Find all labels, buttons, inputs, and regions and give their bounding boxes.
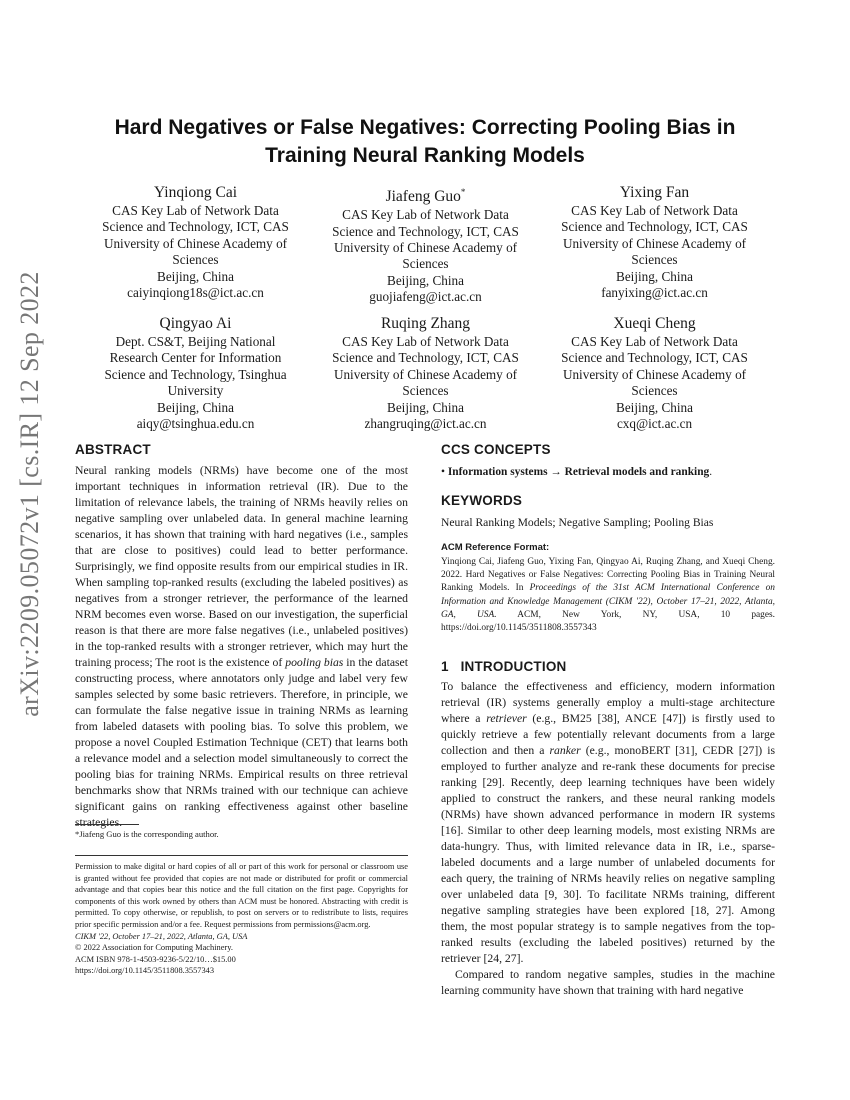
author-affiliation-line: CAS Key Lab of Network Data bbox=[342, 207, 509, 223]
arxiv-sidebar-stamp bbox=[4, 271, 56, 717]
footnote-text: *Jiafeng Guo is the corresponding author. bbox=[75, 829, 219, 839]
author-affiliation-line: Research Center for Information bbox=[109, 350, 282, 366]
footnote-divider bbox=[75, 824, 139, 825]
introduction-paragraph: To balance the effectiveness and efficiency, modern information retrieval (IR) systems generally employ a multi-stage architecture where a retriever (e.g., BM25 [38], ANCE [47]) is firstly used to quickly retrieve a few potentially relevant documents from a large collection and then a ranker (e.g., monoBERT [31], CEDR [27]) is employed to further analyze and re-rank these documents for precise ranking [29]. Recently, deep learning techniques have been widely applied to construct the rankers, and these neural ranking models (NRMs) have shown advanced performance in modern IR systems [16]. Similar to other deep learning models, most existing NRMs are data-hungry. Thus, with limited relevance data in IR, i.e., sparse-labeled documents and a large number of unlabeled documents for each query, the training of NRMs heavily relies on negative sampling over unlabeled data [9, 30]. To facilitate NRMs training, different negative sampling strategies have been explored [18, 27]. Among them, the most popular strategy is to sample negatives from the top-ranked results (excluding the labeled positives) returned by the retriever [24, 27]. bbox=[441, 680, 776, 965]
author-email: aiqy@tsinghua.edu.cn bbox=[136, 416, 255, 432]
acm-reference-heading: ACM Reference Format: bbox=[441, 542, 550, 553]
author-affiliation-line: Sciences bbox=[631, 252, 678, 268]
author-email: caiyinqiong18s@ict.ac.cn bbox=[127, 285, 264, 301]
introduction-section bbox=[441, 659, 775, 999]
pooling-bias-term: pooling bias bbox=[285, 656, 344, 669]
arxiv-identifier: arXiv:2209.05072v1 [cs.IR] 12 Sep 2022 bbox=[15, 271, 44, 717]
author-block bbox=[88, 183, 303, 301]
author-affiliation-line: University bbox=[167, 383, 224, 399]
author-location: Beijing, China bbox=[157, 399, 234, 415]
author-affiliation-line: CAS Key Lab of Network Data bbox=[571, 203, 738, 218]
author-affiliation-line: University of Chinese Academy of bbox=[562, 366, 747, 382]
author-affiliation-line: Science and Technology, Tsinghua bbox=[104, 366, 287, 382]
author-name: Ruqing Zhang bbox=[380, 315, 471, 332]
acm-reference-text: Yinqiong Cai, Jiafeng Guo, Yixing Fan, Qingyao Ai, Ruqing Zhang, and Xueqi Cheng. 2022. Hard Negatives or False Negatives: Correcting Pooling Bias in Training Neural Ranking Models. In Proceedings of the 31st ACM International Conference on Information and Knowledge Management (CIKM '22), October 17–21, 2022, Atlanta, GA, USA. ACM, New York, NY, USA, 10 pages. https://doi.org/10.1145/3511808.3557343 bbox=[441, 557, 776, 634]
keywords-section bbox=[441, 493, 775, 531]
author-location: Beijing, China bbox=[387, 272, 464, 288]
permission-divider bbox=[75, 855, 408, 856]
doi-link[interactable]: https://doi.org/10.1145/3511808.3557343 bbox=[75, 966, 215, 976]
author-email: guojiafeng@ict.ac.cn bbox=[369, 289, 482, 305]
author-location: Beijing, China bbox=[616, 399, 693, 415]
keywords-text: Neural Ranking Models; Negative Sampling; Pooling Bias bbox=[441, 516, 714, 529]
footnote bbox=[75, 829, 408, 841]
corresponding-author-marker: * bbox=[460, 187, 466, 197]
author-email: zhangruqing@ict.ac.cn bbox=[364, 416, 487, 432]
author-affiliation-line: University of Chinese Academy of bbox=[562, 235, 747, 251]
copyright-line: © 2022 Association for Computing Machinery. bbox=[75, 943, 233, 953]
author-affiliation-line: CAS Key Lab of Network Data bbox=[112, 203, 279, 218]
abstract-section bbox=[75, 442, 408, 831]
keywords-heading: KEYWORDS bbox=[441, 493, 523, 508]
author-affiliation-line: Science and Technology, ICT, CAS bbox=[561, 219, 748, 235]
author-affiliation-line: CAS Key Lab of Network Data bbox=[571, 334, 738, 349]
permission-block bbox=[75, 861, 408, 977]
abstract-heading: ABSTRACT bbox=[75, 442, 151, 457]
author-location: Beijing, China bbox=[157, 268, 234, 284]
author-block bbox=[318, 183, 533, 306]
author-location: Beijing, China bbox=[616, 268, 693, 284]
author-name: Yinqiong Cai bbox=[153, 184, 238, 201]
author-affiliation-line: Science and Technology, ICT, CAS bbox=[332, 223, 519, 239]
author-affiliation-line: Science and Technology, ICT, CAS bbox=[332, 350, 519, 366]
isbn-line: ACM ISBN 978-1-4503-9236-5/22/10…$15.00 bbox=[75, 954, 236, 964]
author-affiliation-line: Dept. CS&T, Beijing National bbox=[115, 334, 276, 349]
author-block bbox=[88, 314, 303, 432]
author-affiliation-line: Science and Technology, ICT, CAS bbox=[102, 219, 289, 235]
author-affiliation-line: Sciences bbox=[631, 383, 678, 399]
ccs-section bbox=[441, 442, 775, 480]
author-affiliation-line: University of Chinese Academy of bbox=[333, 239, 518, 255]
author-affiliation-line: Sciences bbox=[172, 252, 219, 268]
author-affiliation-line: University of Chinese Academy of bbox=[103, 235, 288, 251]
author-affiliation-line: CAS Key Lab of Network Data bbox=[342, 334, 509, 349]
author-location: Beijing, China bbox=[387, 399, 464, 415]
introduction-paragraph: Compared to random negative samples, studies in the machine learning community have shown that training with hard negative bbox=[441, 968, 775, 997]
ccs-heading: CCS CONCEPTS bbox=[441, 442, 551, 457]
acm-reference-format bbox=[441, 542, 775, 635]
author-email: fanyixing@ict.ac.cn bbox=[601, 285, 708, 301]
abstract-body: Neural ranking models (NRMs) have become one of the most important techniques in information retrieval (IR). Due to the limitation of relevance labels, the training of NRMs heavily relies on negative sampling over unlabeled data. In general machine learning scenarios, it has shown that training with hard negatives (i.e., samples that are close to positives) could lead to better performance. Surprisingly, we find opposite results from our empirical studies in IR. When sampling top-ranked results (excluding the labeled positives) as negatives from a stronger retriever, the performance of the learned NRM becomes even worse. Based on our investigation, the superficial reason is that there are more false negatives (i.e., unlabeled positives) in the top-ranked results with a stronger retriever, which may hurt the training process; The root is the existence of pooling bias in the dataset constructing process, where annotators only judge and label very few samples selected by some basic retrievers. Therefore, in principle, we can formulate the false negative issue in training NRMs as learning from labeled datasets with pooling bias. To solve this problem, we propose a novel Coupled Estimation Technique (CET) that learns both a relevance model and a selection model simultaneously to correct the pooling bias for training NRMs. Empirical results on three retrieval benchmarks show that NRMs trained with our technique can achieve significant gains on ranking effectiveness against other baseline strategies. bbox=[75, 464, 408, 829]
conference-venue: CIKM '22, October 17–21, 2022, Atlanta, GA, USA bbox=[75, 931, 248, 941]
paper-title: Hard Negatives or False Negatives: Correcting Pooling Bias in Training Neural Ranking Models bbox=[114, 116, 736, 167]
author-email: cxq@ict.ac.cn bbox=[616, 416, 693, 432]
introduction-heading: 1 INTRODUCTION bbox=[441, 659, 567, 674]
author-name: Qingyao Ai bbox=[159, 315, 232, 332]
author-affiliation-line: Sciences bbox=[402, 256, 449, 272]
author-affiliation-line: Sciences bbox=[402, 383, 449, 399]
author-block bbox=[547, 314, 762, 432]
author-name: Jiafeng Guo* bbox=[385, 187, 466, 206]
author-affiliation-line: Science and Technology, ICT, CAS bbox=[561, 350, 748, 366]
permission-text: Permission to make digital or hard copies of all or part of this work for personal or classroom use is granted without fee provided that copies are not made or distributed for profit or commercial advantage and that copies bear this notice and the full citation on the first page. Copyrights for components of this work owned by others than ACM must be honored. Abstracting with credit is permitted. To copy otherwise, or republish, to post on servers or to redistribute to lists, requires prior specific permission and/or a fee. Request permissions from permissions@acm.org. bbox=[75, 862, 408, 929]
author-block bbox=[547, 183, 762, 301]
ccs-concepts: • Information systems → Retrieval models and ranking. bbox=[441, 466, 713, 478]
author-affiliation-line: University of Chinese Academy of bbox=[333, 366, 518, 382]
author-name: Yixing Fan bbox=[619, 184, 690, 201]
author-name: Xueqi Cheng bbox=[613, 315, 696, 332]
author-block bbox=[318, 314, 533, 432]
